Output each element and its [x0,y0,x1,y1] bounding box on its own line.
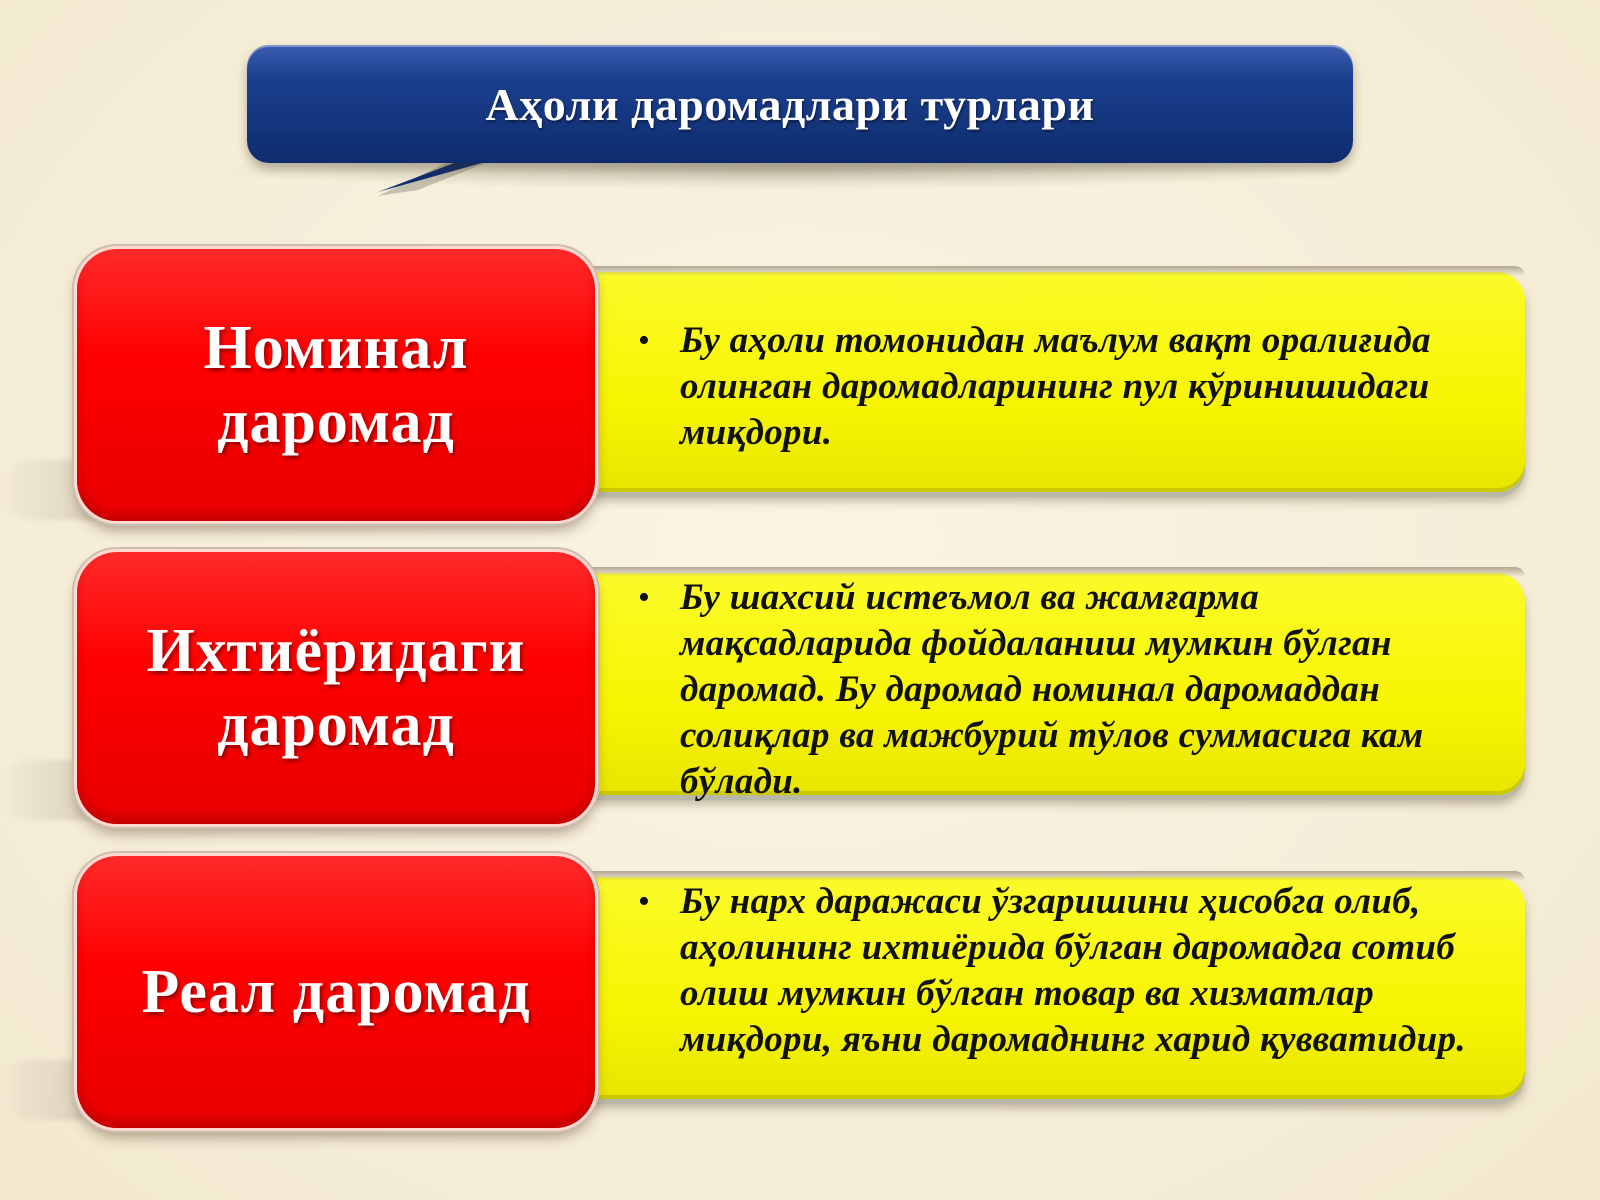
description-nominal-income: Бу аҳоли томонидан маълум вақт оралиғида олинган даромадларининг пул кўринишидаги миқдори. [680,320,1431,453]
title-banner [247,45,1353,163]
label-box-nominal [77,249,595,521]
label-nominal-income: Номинал даромад [203,314,469,456]
description-real-income: Бу нарх даражаси ўзгаришини ҳисобга олиб, аҳолининг ихтиёрида бўлган даромадга сотиб олиш мумкин бўлган товар ва хизматлар миқдори, яъни даромаднинг харид қувватидир. [680,881,1466,1060]
description-disposable-income: Бу шахсий истеъмол ва жамғарма мақсадларида фойдаланиш мумкин бўлган даромад. Бу даромад номинал даромаддан солиқлар ва мажбурий тўлов суммасига кам бўлади. [680,577,1424,802]
description-list-nominal [600,318,1480,456]
label-box-real [77,856,595,1128]
page-title: Аҳоли даромадлари турлари [485,78,1095,130]
label-real-income: Реал даромад [141,958,531,1026]
list-item [600,318,1480,456]
bullet-icon: • [638,322,651,359]
label-box-disposable [77,552,595,824]
list-item [600,879,1480,1063]
list-item [600,575,1480,805]
description-list-disposable [600,575,1480,805]
description-list-real [600,879,1480,1063]
bullet-icon: • [638,883,651,920]
label-disposable-income: Ихтиёридаги даромад [146,617,526,759]
bullet-icon: • [638,579,651,616]
